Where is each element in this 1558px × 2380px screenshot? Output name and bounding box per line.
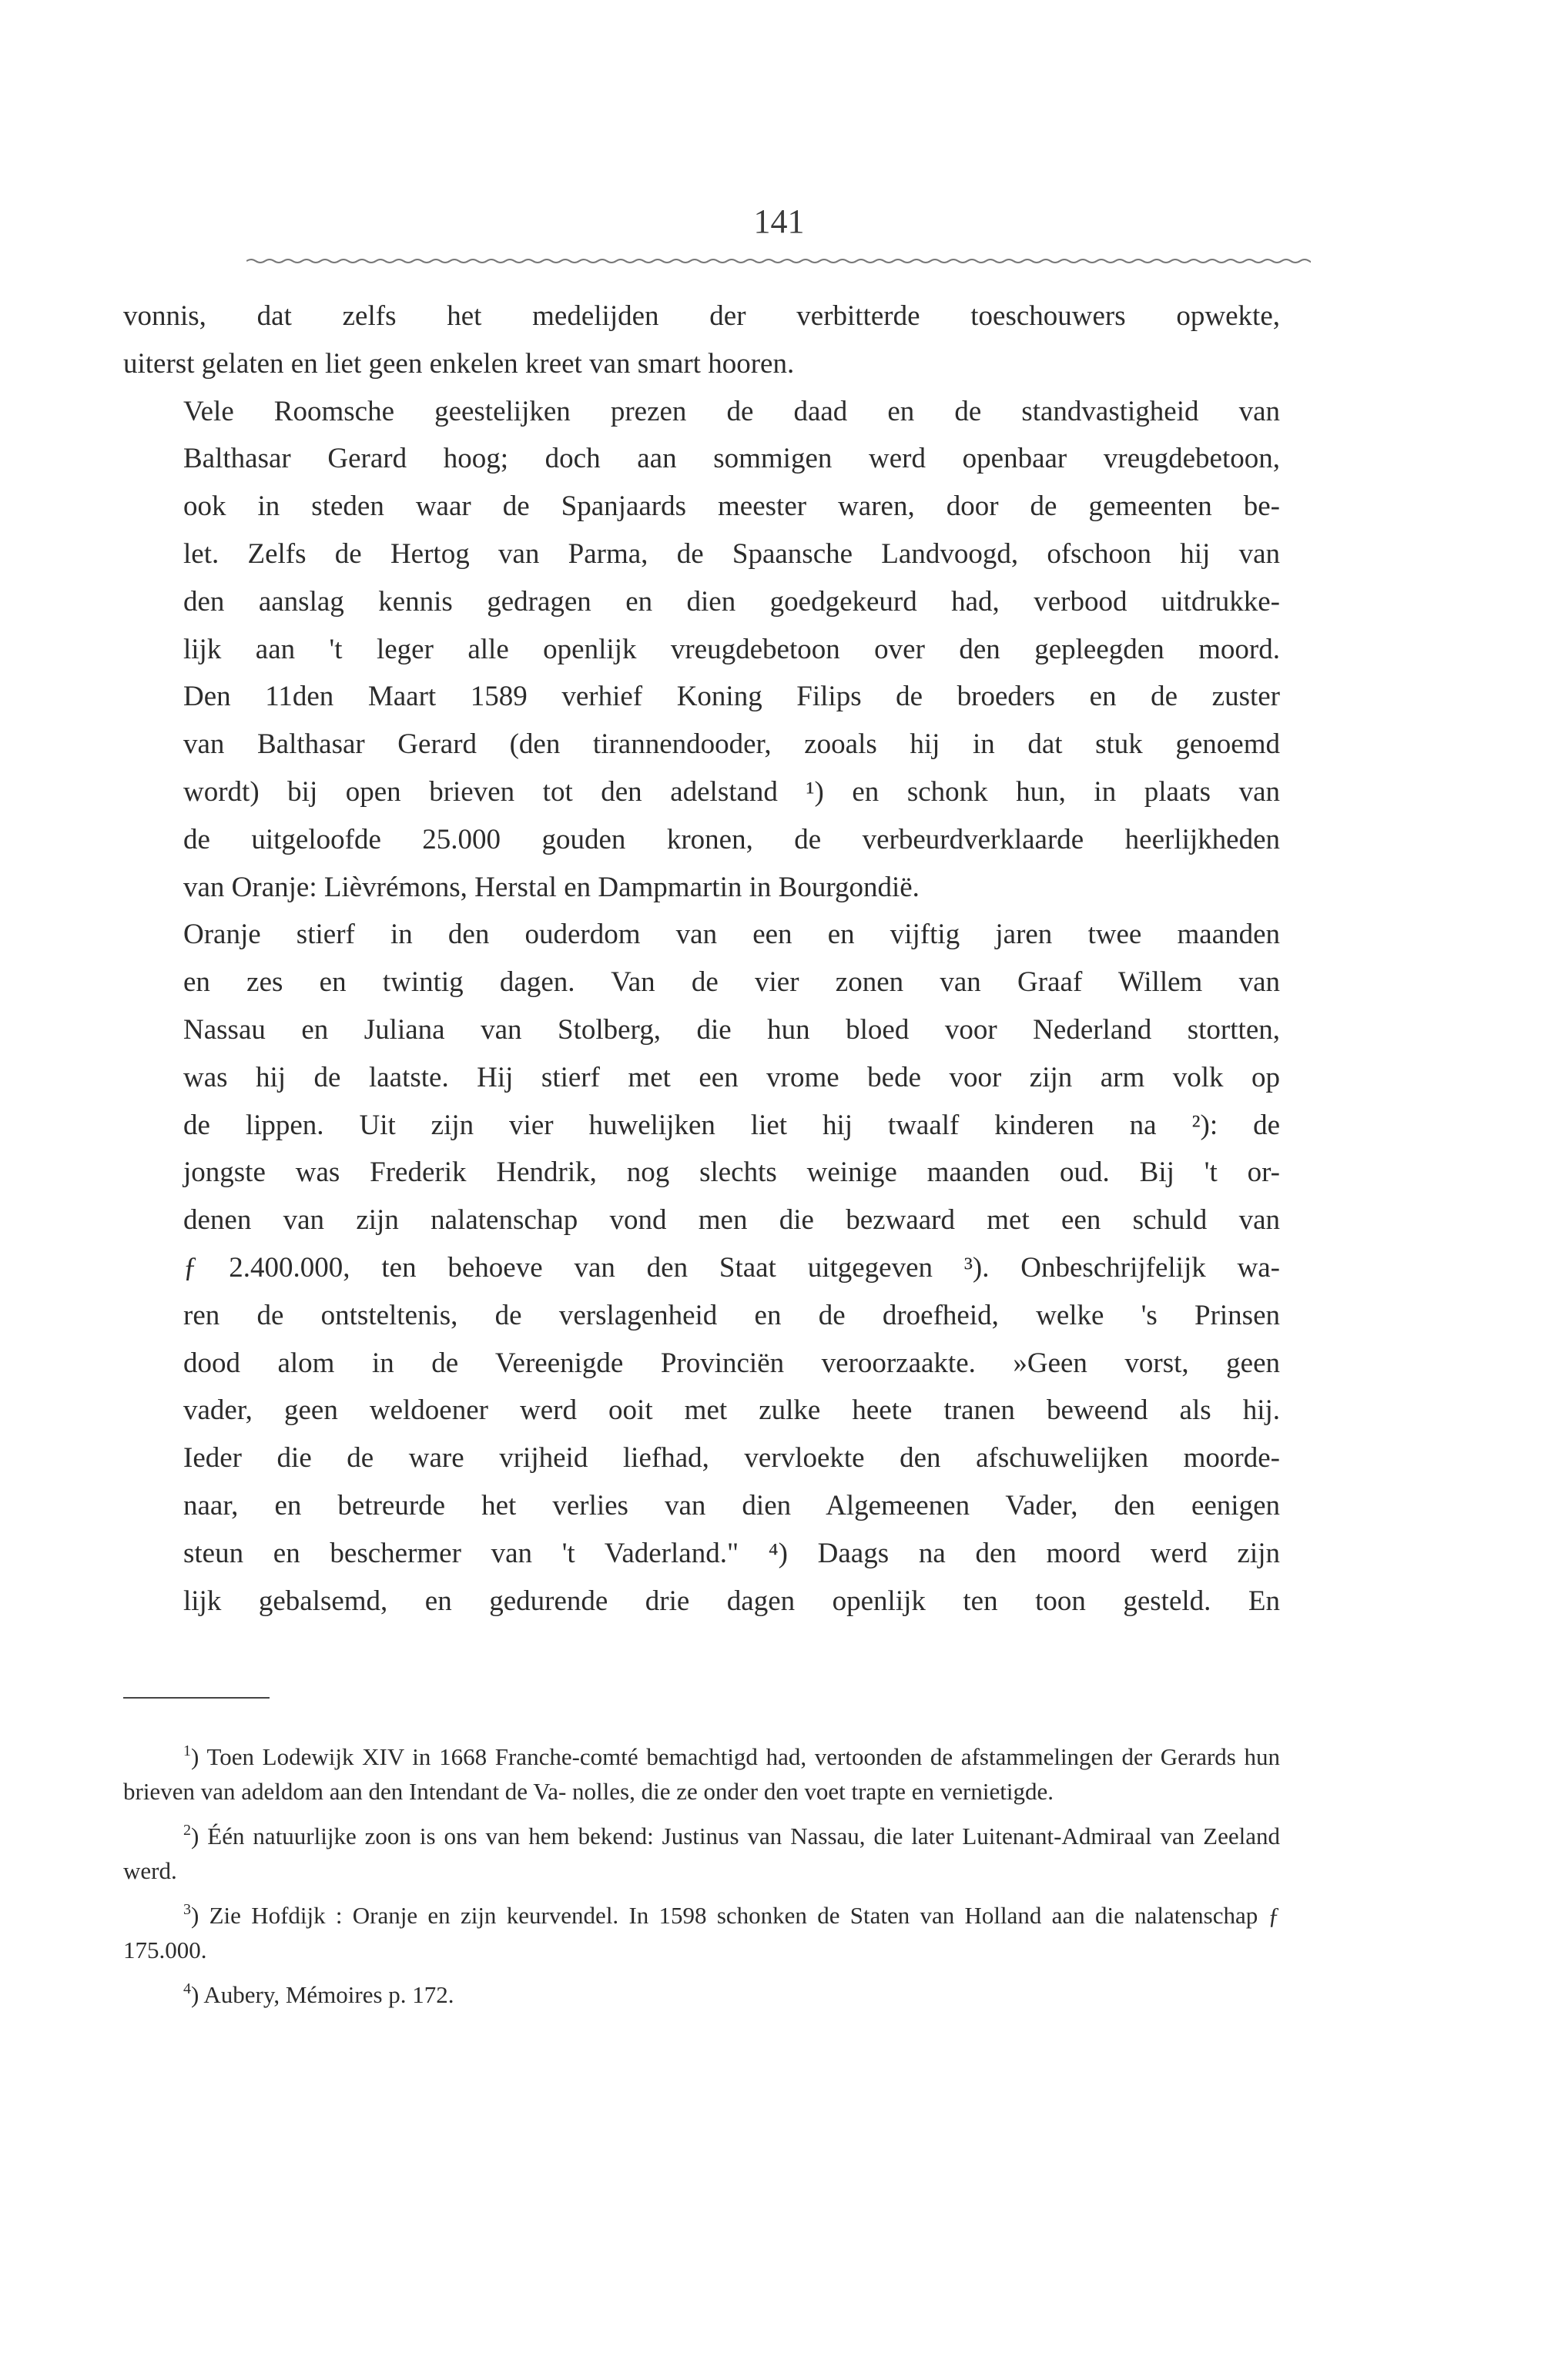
footnote-marker: $^3$) bbox=[183, 1901, 199, 1929]
text-line: Nassau en Juliana van Stolberg, die hun bloed voor Nederland stortten, bbox=[183, 1013, 1280, 1046]
footnote-3 bbox=[123, 1899, 1280, 1967]
footnote-2 bbox=[123, 1819, 1280, 1888]
text-line: dood alom in de Vereenigde Provinciën veroorzaakte. »Geen vorst, geen bbox=[183, 1347, 1280, 1379]
text-line: van Balthasar Gerard (den tirannendooder, zooals hij in dat stuk genoemd bbox=[183, 728, 1280, 761]
text-line: uiterst gelaten en liet geen enkelen kreet van smart hooren. bbox=[123, 347, 795, 380]
text-line: lijk aan 't leger alle openlijk vreugdebetoon over den gepleegden moord. bbox=[183, 633, 1280, 665]
text-line: was hij de laatste. Hij stierf met een vrome bede voor zijn arm volk op bbox=[183, 1061, 1280, 1093]
text-line: Den 11den Maart 1589 verhief Koning Filips de broeders en de zuster bbox=[183, 681, 1280, 713]
text-line: Balthasar Gerard hoog; doch aan sommigen werd openbaar vreugdebetoon, bbox=[183, 443, 1280, 475]
footnote-marker: $^2$) bbox=[183, 1822, 199, 1849]
page-number: 141 bbox=[753, 203, 805, 240]
footnote-text: later Luitenant-Admiraal van Zeeland werd. bbox=[123, 1823, 1280, 1884]
text-line: ren de ontsteltenis, de verslagenheid en de droefheid, welke 's Prinsen bbox=[183, 1299, 1280, 1331]
text-line: ook in steden waar de Spanjaards meester waren, door de gemeenten be- bbox=[183, 490, 1280, 523]
text-line: van Oranje: Lièvrémons, Herstal en Dampmartin in Bourgondië. bbox=[183, 871, 920, 903]
text-line: Vele Roomsche geestelijken prezen de daad en de standvastigheid van bbox=[183, 395, 1280, 427]
footnote-divider bbox=[123, 1697, 270, 1699]
text-line: de uitgeloofde 25.000 gouden kronen, de verbeurdverklaarde heerlijkheden bbox=[183, 823, 1280, 855]
text-line: vonnis, dat zelfs het medelijden der verbitterde toeschouwers opwekte, bbox=[123, 300, 1280, 332]
footnote-text: Één natuurlijke zoon is ons van hem bekend: Justinus van Nassau, die bbox=[207, 1823, 903, 1849]
text-line: wordt) bij open brieven tot den adelstand ¹) en schonk hun, in plaats van bbox=[183, 775, 1280, 808]
footnote-text: Zie Hofdijk : Oranje en zijn keurvendel. In 1598 schonken de Staten van bbox=[209, 1902, 955, 1929]
paragraph-1 bbox=[123, 293, 1280, 388]
wavy-rule-ornament bbox=[246, 256, 1311, 266]
text-line: let. Zelfs de Hertog van Parma, de Spaansche Landvoogd, ofschoon hij van bbox=[183, 537, 1280, 570]
text-line: en zes en twintig dagen. Van de vier zonen van Graaf Willem van bbox=[183, 966, 1280, 999]
text-line: steun en beschermer van 't Vaderland." ⁴) Daags na den moord werd zijn bbox=[183, 1537, 1280, 1569]
text-line: Ieder die de ware vrijheid liefhad, vervloekte den afschuwelijken moorde- bbox=[183, 1442, 1280, 1475]
body-text bbox=[123, 293, 1280, 1625]
footnote-marker: $^1$) bbox=[183, 1742, 199, 1770]
footnote-1 bbox=[123, 1740, 1280, 1809]
footnotes bbox=[123, 1740, 1280, 2024]
footnote-text: Aubery, Mémoires p. 172. bbox=[203, 1981, 454, 2008]
paragraph-2 bbox=[123, 388, 1280, 674]
footnote-text: afstammelingen der Gerards hun brieven van adeldom aan den Intendant de Va- bbox=[123, 1743, 1281, 1805]
footnote-marker: $^4$) bbox=[183, 1980, 199, 2008]
footnote-text: nolles, die ze onder den voet trapte en vernietigde. bbox=[572, 1777, 1054, 1805]
text-line: den aanslag kennis gedragen en dien goedgekeurd had, verbood uitdrukke- bbox=[183, 585, 1280, 618]
text-line: lijk gebalsemd, en gedurende drie dagen openlijk ten toon gesteld. En bbox=[183, 1585, 1280, 1617]
footnote-text: Toen Lodewijk XIV in 1668 Franche-comté bemachtigd had, vertoonden de bbox=[206, 1743, 953, 1770]
text-line: naar, en betreurde het verlies van dien Algemeenen Vader, den eenigen bbox=[183, 1489, 1280, 1521]
text-line: denen van zijn nalatenschap vond men die bezwaard met een schuld van bbox=[183, 1204, 1280, 1237]
footnote-4 bbox=[123, 1978, 1280, 2013]
paragraph-4 bbox=[123, 911, 1280, 1625]
paragraph-3 bbox=[123, 673, 1280, 911]
text-line: ƒ 2.400.000, ten behoeve van den Staat uitgegeven ³). Onbeschrijfelijk wa- bbox=[183, 1251, 1280, 1284]
text-line: jongste was Frederik Hendrik, nog slechts weinige maanden oud. Bij 't or- bbox=[183, 1157, 1280, 1189]
footnote-text: Holland aan die nalatenschap ƒ 175.000. bbox=[123, 1902, 1280, 1963]
text-line: de lippen. Uit zijn vier huwelijken liet hij twaalf kinderen na ²): de bbox=[183, 1109, 1280, 1141]
text-line: vader, geen weldoener werd ooit met zulke heete tranen beweend als hij. bbox=[183, 1394, 1280, 1427]
text-line: Oranje stierf in den ouderdom van een en vijftig jaren twee maanden bbox=[183, 919, 1280, 951]
